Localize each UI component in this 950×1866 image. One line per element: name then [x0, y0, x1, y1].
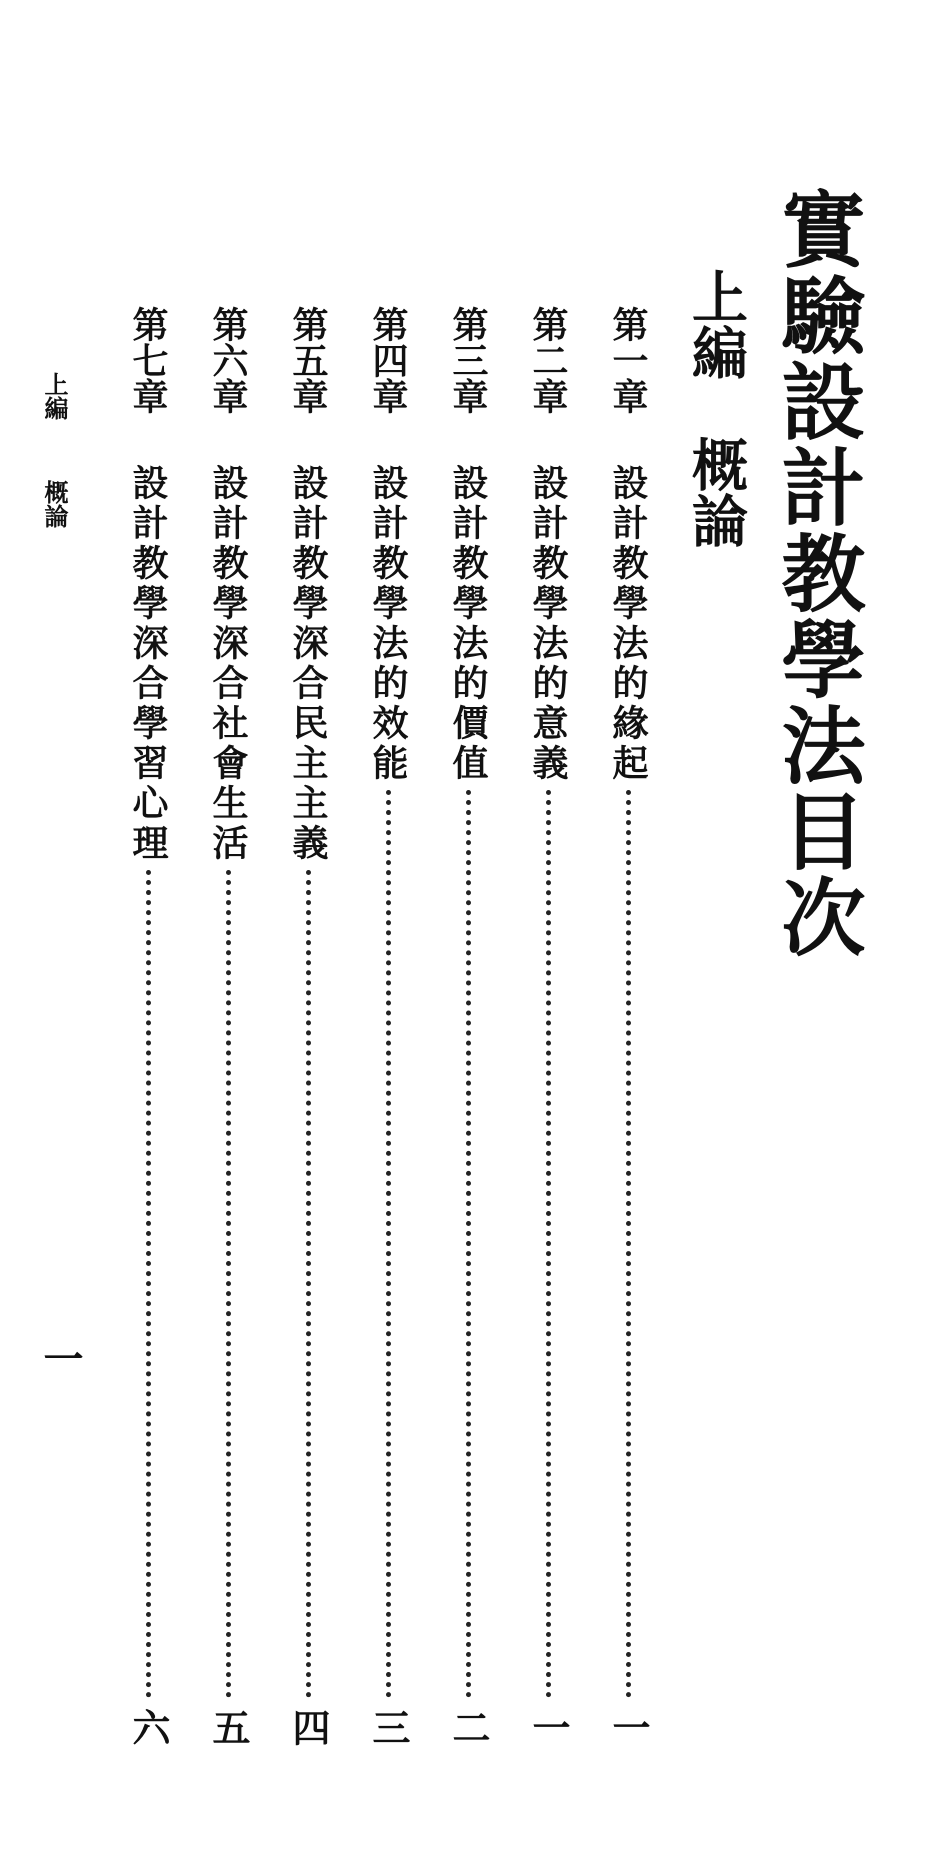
chapter-label: 第七章: [127, 306, 169, 414]
chapter-title: 設計教學法的緣起: [607, 464, 649, 784]
page-number: 二: [446, 1708, 491, 1746]
page-number: 三: [366, 1708, 411, 1746]
toc-entry-chapter-2[interactable]: [526, 306, 570, 1746]
dot-leader: [386, 790, 391, 1698]
dot-leader: [146, 870, 151, 1698]
dot-leader: [306, 870, 311, 1698]
page-number: 六: [126, 1708, 171, 1746]
chapter-title: 設計教學深合學習心理: [127, 464, 169, 864]
folio-page-number: 一: [37, 1338, 84, 1378]
part-label: 上編: [683, 268, 749, 380]
running-head-part: 上編: [40, 372, 69, 420]
chapter-label: 第一章: [607, 306, 649, 414]
part-heading: [683, 268, 749, 548]
chapter-label: 第三章: [447, 306, 489, 414]
chapter-title: 設計教學法的效能: [367, 464, 409, 784]
chapter-title: 設計教學法的意義: [527, 464, 569, 784]
page-number: 四: [286, 1708, 331, 1746]
dot-leader: [466, 790, 471, 1698]
chapter-label: 第六章: [207, 306, 249, 414]
chapter-title: 設計教學深合民主主義: [287, 464, 329, 864]
toc-entry-chapter-3[interactable]: [446, 306, 490, 1746]
chapter-title: 設計教學深合社會生活: [207, 464, 249, 864]
toc-entry-chapter-4[interactable]: [366, 306, 410, 1746]
page-number: 一: [526, 1708, 571, 1746]
chapter-label: 第四章: [367, 306, 409, 414]
running-head: [40, 372, 69, 528]
toc-entry-chapter-6[interactable]: [206, 306, 250, 1746]
toc-entry-chapter-5[interactable]: [286, 306, 330, 1746]
page-number: 五: [206, 1708, 251, 1746]
toc-entry-chapter-1[interactable]: [606, 306, 650, 1746]
running-head-title: 概論: [40, 480, 69, 528]
page-number: 一: [606, 1708, 651, 1746]
part-title: 概論: [683, 436, 749, 548]
toc-entry-chapter-7[interactable]: [126, 306, 170, 1746]
chapter-label: 第二章: [527, 306, 569, 414]
dot-leader: [226, 870, 231, 1698]
chapter-title: 設計教學法的價值: [447, 464, 489, 784]
page-title: 實驗設計教學法目次: [768, 186, 867, 960]
dot-leader: [626, 790, 631, 1698]
chapter-label: 第五章: [287, 306, 329, 414]
dot-leader: [546, 790, 551, 1698]
